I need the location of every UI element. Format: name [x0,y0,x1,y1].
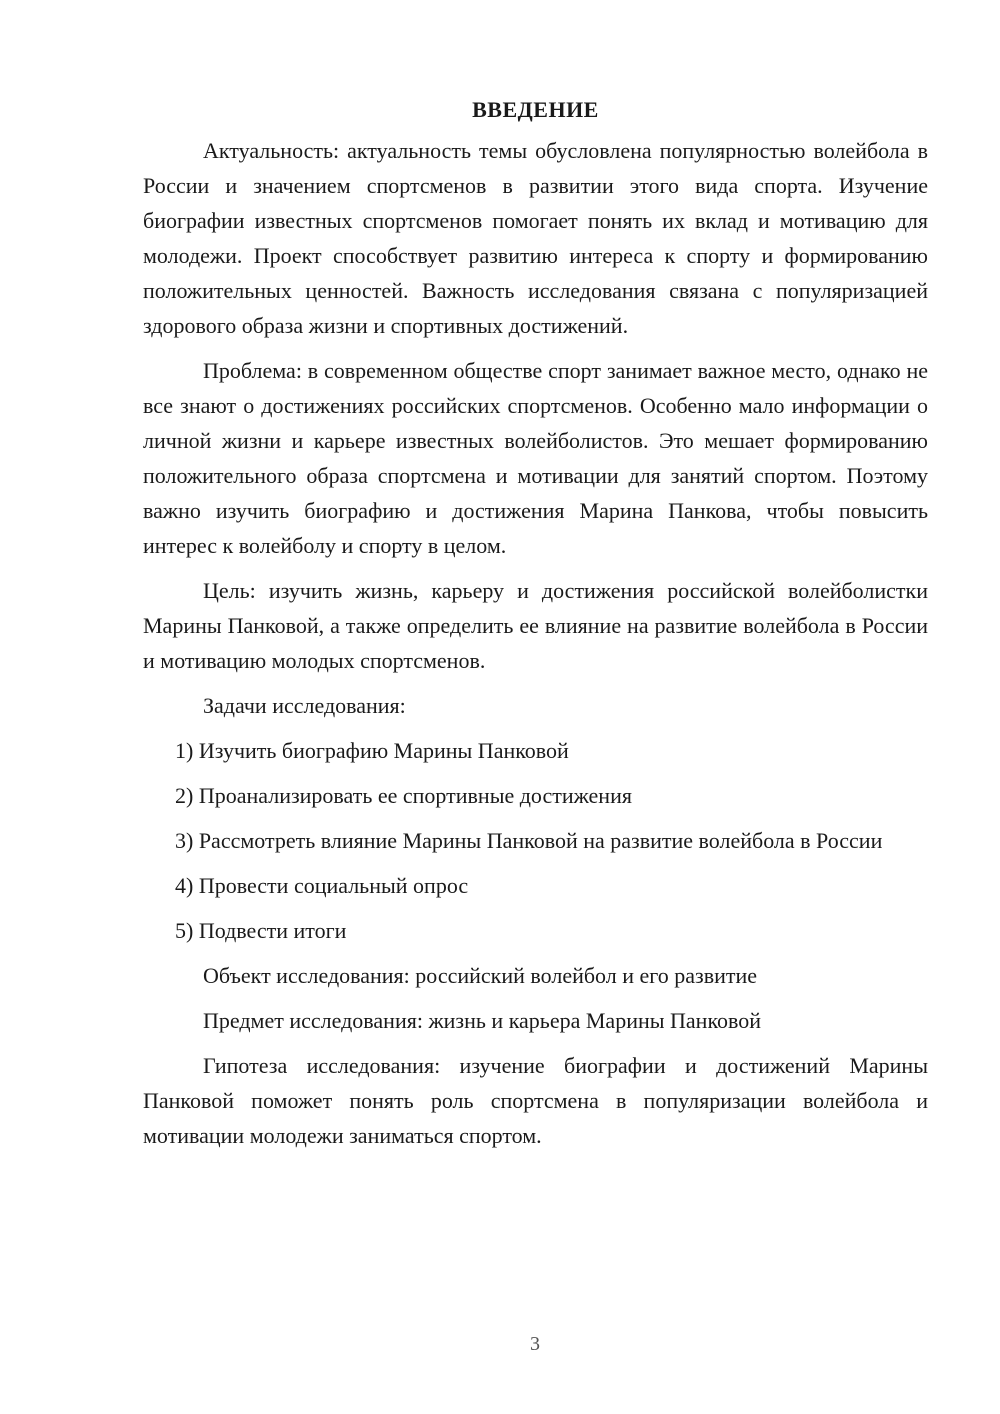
task-item-4: 4) Провести социальный опрос [175,873,469,898]
tasks-heading: Задачи исследования: [203,693,406,718]
task-item-3: 3) Рассмотреть влияние Марины Панковой на развитие волейбола в России [175,828,883,853]
paragraph-goal: Цель: изучить жизнь, карьеру и достижения российской волейболистки Марины Панковой, а также определить ее влияние на развитие волейбола в России и мотивацию молодых спортсменов. [143,578,928,673]
paragraph-hypothesis: Гипотеза исследования: изучение биографии и достижений Марины Панковой поможет понять роль спортсмена в популяризации волейбола и мотивации молодежи заниматься спортом. [143,1053,928,1148]
task-item-2: 2) Проанализировать ее спортивные достижения [175,783,632,808]
paragraph-subject: Предмет исследования: жизнь и карьера Марины Панковой [203,1008,762,1033]
document-page [143,95,928,1163]
task-item-1: 1) Изучить биографию Марины Панковой [175,738,569,763]
paragraph-problem: Проблема: в современном обществе спорт занимает важное место, однако не все знают о достижениях российских спортсменов. Особенно мало информации о личной жизни и карьере известных волейболистов. Это мешает формированию положительного образа спортсмена и мотивации для занятий спортом. Поэтому важно изучить биографию и достижения Марина Панкова, чтобы повысить интерес к волейболу и спорту в целом. [143,358,928,558]
page-title: ВВЕДЕНИЕ [472,97,599,122]
task-item-5: 5) Подвести итоги [175,918,347,943]
page-number: 3 [530,1333,540,1355]
paragraph-relevance: Актуальность: актуальность темы обусловлена популярностью волейбола в России и значением спортсменов в развитии этого вида спорта. Изучение биографии известных спортсменов помогает понять их вклад и мотивацию для молодежи. Проект способствует развитию интереса к спорту и формированию положительных ценностей. Важность исследования связана с популяризацией здорового образа жизни и спортивных достижений. [143,138,928,338]
paragraph-object: Объект исследования: российский волейбол и его развитие [203,963,758,988]
